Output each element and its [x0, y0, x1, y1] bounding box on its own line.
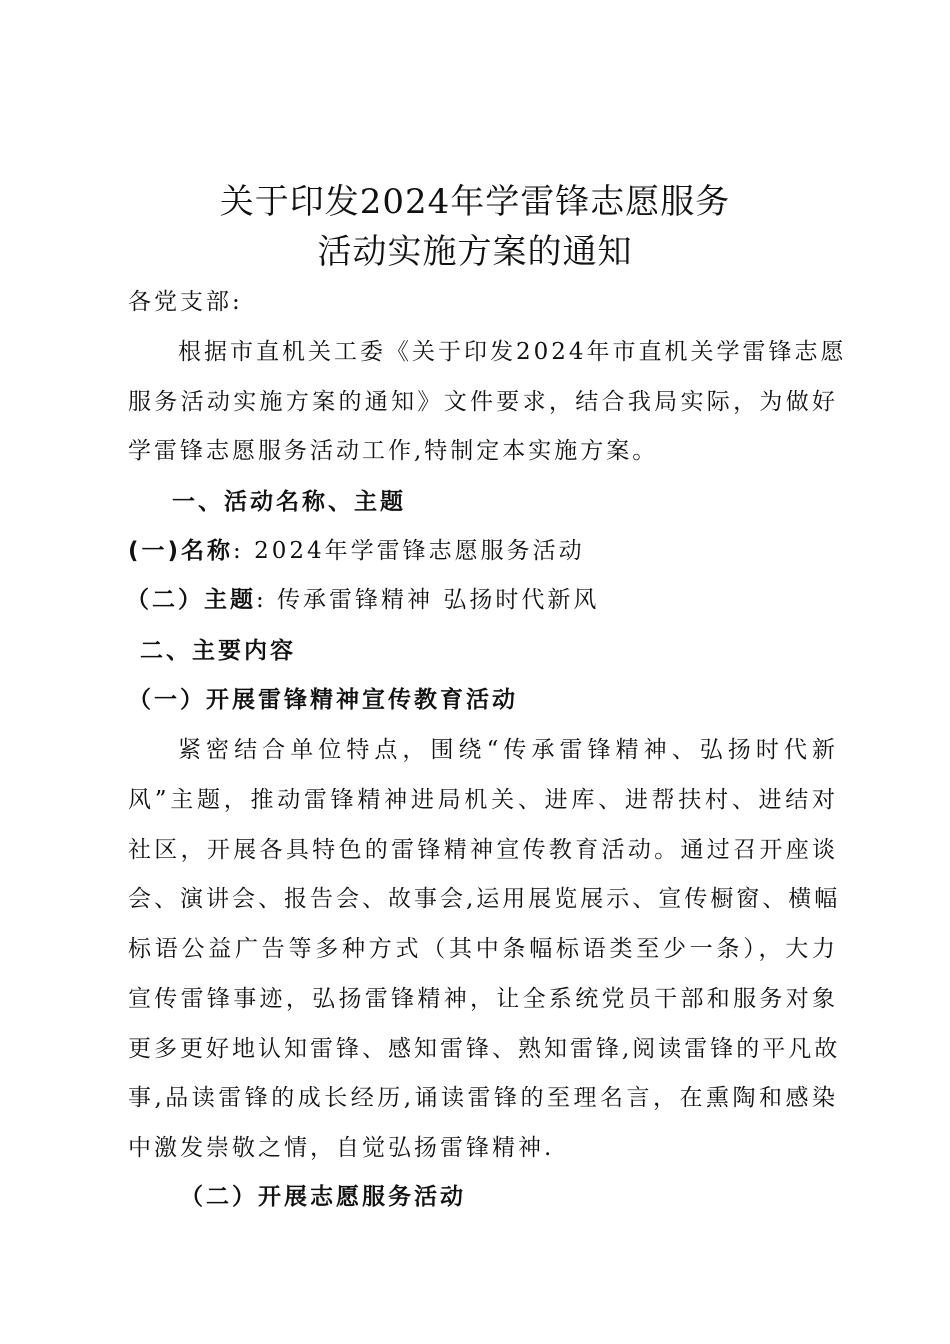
document-title-line-1: 关于印发2024年学雷锋志愿服务 — [219, 182, 731, 222]
subsection-2-heading: （二）开展志愿服务活动 — [180, 1184, 466, 1210]
section-1-heading: 一、活动名称、主题 — [172, 489, 406, 515]
document-title-line-2: 活动实施方案的通知 — [317, 232, 633, 272]
intro-line-2: 服务活动实施方案的通知》文件要求，结合我局实际，为做好 — [128, 389, 838, 415]
sub1-paragraph-line-3: 社区，开展各具特色的雷锋精神宣传教育活动。通过召开座谈 — [128, 837, 838, 863]
sub1-paragraph-line-5: 标语公益广告等多种方式（其中条幅标语类至少一条），大力 — [128, 936, 838, 962]
sub1-paragraph-line-7: 更多更好地认知雷锋、感知雷锋、熟知雷锋,阅读雷锋的平凡故 — [128, 1036, 841, 1062]
sub1-paragraph-line-6: 宣传雷锋事迹，弘扬雷锋精神，让全系统党员干部和服务对象 — [128, 986, 838, 1012]
sub1-paragraph-line-4: 会、演讲会、报告会、故事会,运用展览展示、宣传橱窗、横幅 — [128, 886, 841, 912]
intro-line-3: 学雷锋志愿服务活动工作,特制定本实施方案。 — [128, 438, 659, 464]
section-2-heading: 二、主要内容 — [140, 638, 296, 664]
activity-name-label: (一)名称 — [128, 538, 234, 564]
activity-name-row — [128, 536, 585, 566]
activity-theme-label: （二）主题 — [126, 587, 256, 613]
subsection-1-heading: （一）开展雷锋精神宣传教育活动 — [128, 687, 518, 713]
activity-theme-value: : 传承雷锋精神 弘扬时代新风 — [256, 587, 600, 613]
activity-name-value: : 2024年学雷锋志愿服务活动 — [233, 538, 585, 564]
activity-theme-row — [126, 585, 599, 615]
sub1-paragraph-line-9: 中激发崇敬之情，自觉弘扬雷锋精神. — [128, 1135, 555, 1161]
sub1-paragraph-line-2: 风”主题，推动雷锋精神进局机关、进库、进帮扶村、进结对 — [128, 787, 838, 813]
salutation: 各党支部: — [128, 289, 243, 315]
intro-line-1: 根据市直机关工委《关于印发2024年市直机关学雷锋志愿 — [178, 339, 847, 365]
sub1-paragraph-line-8: 事,品读雷锋的成长经历,诵读雷锋的至理名言，在熏陶和感染 — [128, 1085, 838, 1111]
sub1-paragraph-line-1: 紧密结合单位特点，围绕“传承雷锋精神、弘扬时代新 — [178, 737, 838, 763]
